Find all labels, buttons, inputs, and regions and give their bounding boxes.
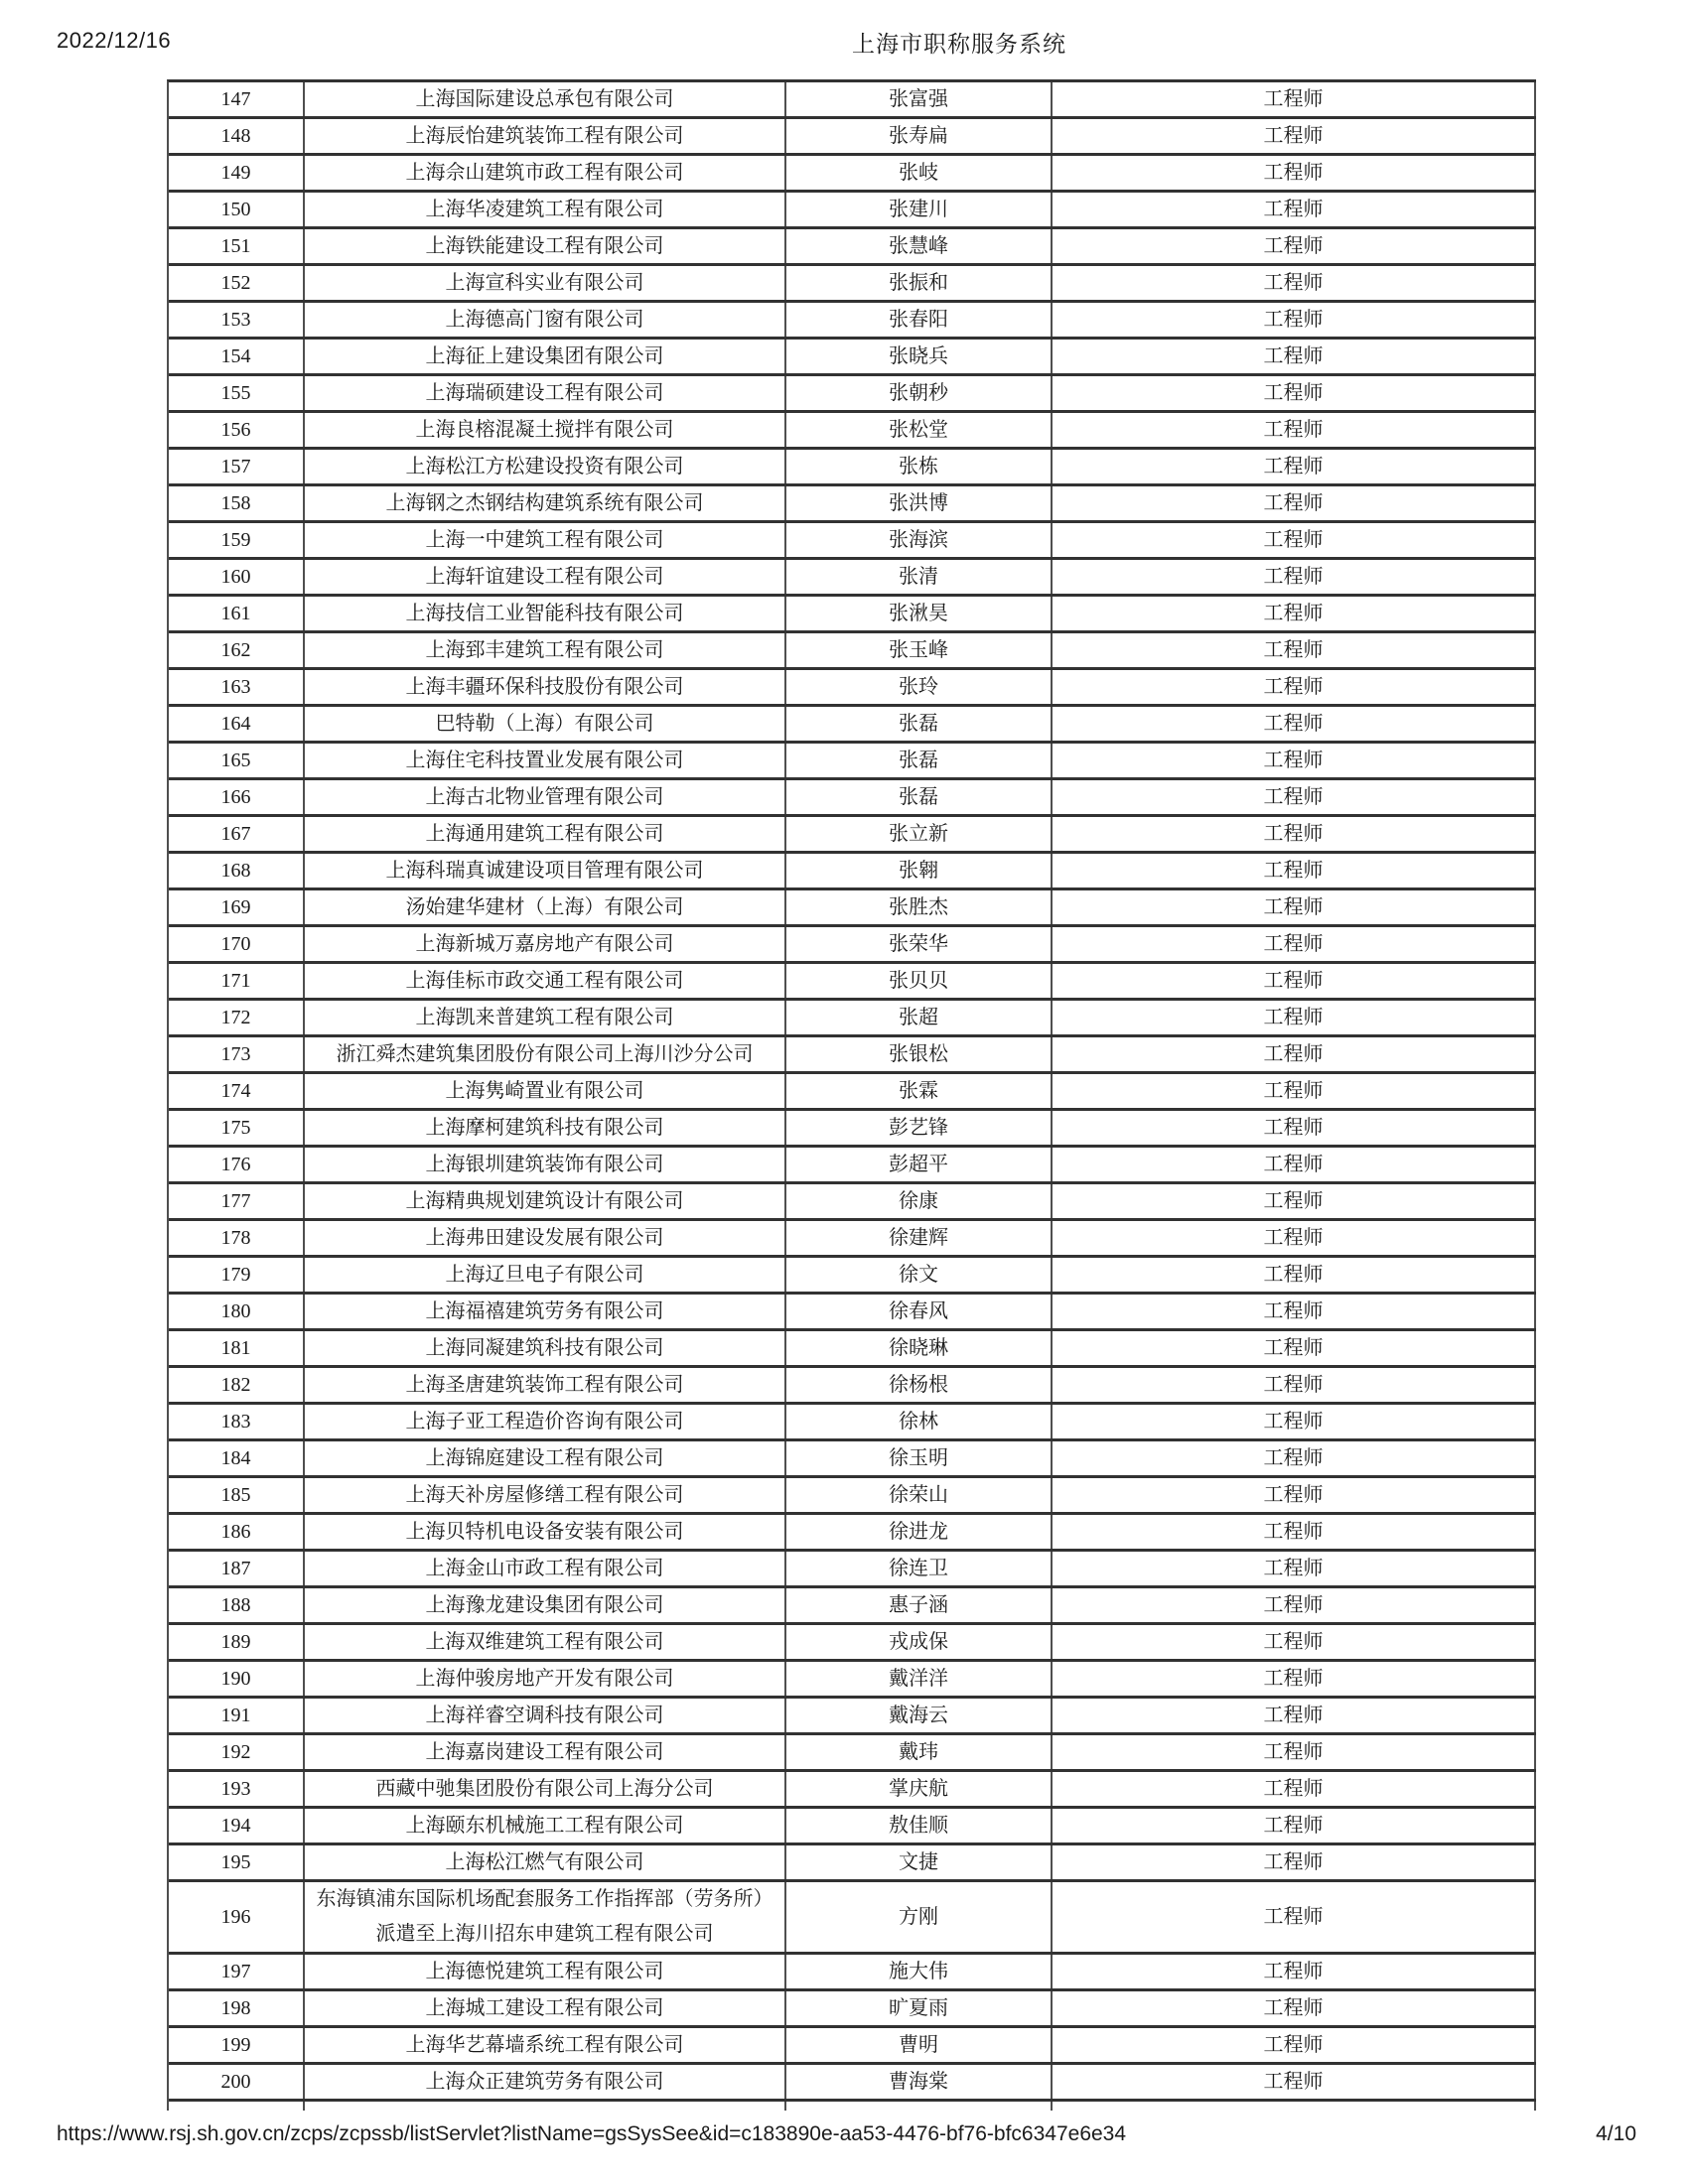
job-title-cell: 工程师 [1053, 1552, 1536, 1585]
table-row [169, 450, 1536, 486]
row-number-cell: 192 [169, 1735, 305, 1769]
row-number-cell: 184 [169, 1441, 305, 1475]
job-title-cell: 工程师 [1053, 1515, 1536, 1549]
person-name-cell: 彭艺锋 [786, 1111, 1053, 1145]
table-row [169, 1148, 1536, 1184]
company-cell: 上海隽崎置业有限公司 [305, 1074, 786, 1108]
row-number-cell: 178 [169, 1221, 305, 1255]
person-name-cell: 方刚 [786, 1882, 1053, 1952]
table-row [169, 670, 1536, 707]
table-row [169, 1368, 1536, 1405]
job-title-cell: 工程师 [1053, 193, 1536, 226]
job-title-cell: 工程师 [1053, 890, 1536, 924]
row-number-cell: 167 [169, 817, 305, 851]
row-number-cell: 158 [169, 486, 305, 520]
company-cell: 上海同凝建筑科技有限公司 [305, 1331, 786, 1365]
company-cell: 上海颐东机械施工工程有限公司 [305, 1809, 786, 1843]
person-name-cell: 徐进龙 [786, 1515, 1053, 1549]
job-title-cell: 工程师 [1053, 1074, 1536, 1108]
job-title-cell: 工程师 [1053, 597, 1536, 630]
company-cell: 上海天补房屋修缮工程有限公司 [305, 1478, 786, 1512]
table-row [169, 1258, 1536, 1295]
company-cell: 上海佳标市政交通工程有限公司 [305, 964, 786, 998]
job-title-cell: 工程师 [1053, 927, 1536, 961]
person-name-cell: 徐玉明 [786, 1441, 1053, 1475]
table-row [169, 486, 1536, 523]
person-name-cell: 徐春风 [786, 1295, 1053, 1328]
row-number-cell: 149 [169, 156, 305, 190]
table-row [169, 1331, 1536, 1368]
table-row [169, 1405, 1536, 1441]
row-number-cell: 164 [169, 707, 305, 741]
job-title-cell: 工程师 [1053, 1295, 1536, 1328]
row-number-cell: 156 [169, 413, 305, 447]
job-title-cell: 工程师 [1053, 1221, 1536, 1255]
cutoff-table-row [169, 2102, 1536, 2111]
person-name-cell: 张立新 [786, 817, 1053, 851]
row-number-cell: 179 [169, 1258, 305, 1292]
table-row [169, 1991, 1536, 2028]
company-cell: 上海轩谊建设工程有限公司 [305, 560, 786, 594]
job-title-cell: 工程师 [1053, 303, 1536, 337]
page-number: 4/10 [1596, 2122, 1636, 2145]
row-number-cell: 147 [169, 82, 305, 116]
table-row [169, 523, 1536, 560]
row-number-cell: 163 [169, 670, 305, 704]
table-row [169, 1515, 1536, 1552]
company-cell: 上海华凌建筑工程有限公司 [305, 193, 786, 226]
person-name-cell: 徐杨根 [786, 1368, 1053, 1402]
table-row [169, 817, 1536, 854]
company-cell: 上海辰怡建筑装饰工程有限公司 [305, 119, 786, 153]
person-name-cell: 张晓兵 [786, 340, 1053, 373]
job-title-cell: 工程师 [1053, 854, 1536, 887]
row-number-cell: 195 [169, 1845, 305, 1879]
row-number-cell: 162 [169, 633, 305, 667]
table-row [169, 1184, 1536, 1221]
job-title-cell: 工程师 [1053, 82, 1536, 116]
table-row [169, 1809, 1536, 1845]
company-cell [305, 1882, 786, 1952]
row-number-cell: 180 [169, 1295, 305, 1328]
job-title-cell: 工程师 [1053, 1991, 1536, 2025]
job-title-cell: 工程师 [1053, 450, 1536, 483]
table-row [169, 597, 1536, 633]
person-name-cell: 旷夏雨 [786, 1991, 1053, 2025]
company-cell: 上海征上建设集团有限公司 [305, 340, 786, 373]
row-number-cell: 199 [169, 2028, 305, 2062]
company-cell: 上海郅丰建筑工程有限公司 [305, 633, 786, 667]
row-number-cell: 197 [169, 1955, 305, 1988]
job-title-cell: 工程师 [1053, 707, 1536, 741]
person-name-cell: 戎成保 [786, 1625, 1053, 1659]
company-cell: 上海辽旦电子有限公司 [305, 1258, 786, 1292]
document-title: 上海市职称服务系统 [852, 32, 1066, 57]
company-cell: 上海银圳建筑装饰有限公司 [305, 1148, 786, 1181]
job-title-cell: 工程师 [1053, 633, 1536, 667]
row-number-cell: 185 [169, 1478, 305, 1512]
company-cell: 上海古北物业管理有限公司 [305, 780, 786, 814]
company-cell: 汤始建华建材（上海）有限公司 [305, 890, 786, 924]
footer-url: https://www.rsj.sh.gov.cn/zcps/zcpssb/listServlet?listName=gsSysSee&id=c183890e-aa53-4476-bf76-bfc6347e6e34 [57, 2122, 1127, 2145]
job-title-cell: 工程师 [1053, 1148, 1536, 1181]
company-cell: 上海弗田建设发展有限公司 [305, 1221, 786, 1255]
job-title-cell: 工程师 [1053, 1037, 1536, 1071]
company-cell: 上海摩柯建筑科技有限公司 [305, 1111, 786, 1145]
person-name-cell: 曹明 [786, 2028, 1053, 2062]
table-row [169, 1735, 1536, 1772]
table-row [169, 1772, 1536, 1809]
row-number-cell: 187 [169, 1552, 305, 1585]
company-cell: 上海一中建筑工程有限公司 [305, 523, 786, 557]
person-name-cell: 张慧峰 [786, 229, 1053, 263]
company-cell: 上海住宅科技置业发展有限公司 [305, 744, 786, 777]
table-row [169, 376, 1536, 413]
company-cell: 上海金山市政工程有限公司 [305, 1552, 786, 1585]
row-number-cell: 168 [169, 854, 305, 887]
row-number-cell: 153 [169, 303, 305, 337]
company-cell: 上海铁能建设工程有限公司 [305, 229, 786, 263]
row-number-cell: 189 [169, 1625, 305, 1659]
job-title-cell [1053, 2102, 1536, 2111]
job-title-cell: 工程师 [1053, 2065, 1536, 2099]
row-number-cell: 181 [169, 1331, 305, 1365]
job-title-cell: 工程师 [1053, 560, 1536, 594]
table-row [169, 1625, 1536, 1662]
job-title-cell: 工程师 [1053, 964, 1536, 998]
row-number-cell: 186 [169, 1515, 305, 1549]
table-row [169, 1699, 1536, 1735]
job-title-cell: 工程师 [1053, 1001, 1536, 1034]
table-row [169, 854, 1536, 890]
company-cell: 上海松江燃气有限公司 [305, 1845, 786, 1879]
company-cell: 上海嘉岗建设工程有限公司 [305, 1735, 786, 1769]
company-cell: 上海国际建设总承包有限公司 [305, 82, 786, 116]
row-number-cell: 160 [169, 560, 305, 594]
company-cell: 上海瑞硕建设工程有限公司 [305, 376, 786, 410]
row-number-cell: 196 [169, 1882, 305, 1952]
company-cell: 上海祥睿空调科技有限公司 [305, 1699, 786, 1732]
person-name-cell: 敖佳顺 [786, 1809, 1053, 1843]
row-number-cell: 175 [169, 1111, 305, 1145]
person-name-cell: 张岐 [786, 156, 1053, 190]
person-name-cell: 张磊 [786, 744, 1053, 777]
table-row [169, 1001, 1536, 1037]
table-row [169, 1845, 1536, 1882]
person-name-cell: 曹海棠 [786, 2065, 1053, 2099]
company-cell: 上海技信工业智能科技有限公司 [305, 597, 786, 630]
row-number-cell: 173 [169, 1037, 305, 1071]
company-cell: 上海子亚工程造价咨询有限公司 [305, 1405, 786, 1438]
table-row [169, 1074, 1536, 1111]
table-row [169, 1662, 1536, 1699]
company-cell: 上海德高门窗有限公司 [305, 303, 786, 337]
job-title-cell: 工程师 [1053, 1258, 1536, 1292]
row-number-cell: 165 [169, 744, 305, 777]
job-title-cell: 工程师 [1053, 1735, 1536, 1769]
job-title-cell: 工程师 [1053, 780, 1536, 814]
person-name-cell [786, 2102, 1053, 2111]
job-title-cell: 工程师 [1053, 1662, 1536, 1696]
table-row [169, 156, 1536, 193]
row-number-cell: 200 [169, 2065, 305, 2099]
table-row [169, 1588, 1536, 1625]
table-row [169, 560, 1536, 597]
person-name-cell: 徐文 [786, 1258, 1053, 1292]
company-cell: 上海双维建筑工程有限公司 [305, 1625, 786, 1659]
person-name-cell: 张玲 [786, 670, 1053, 704]
row-number-cell: 183 [169, 1405, 305, 1438]
table-rows [169, 82, 1536, 2102]
person-name-cell: 张松堂 [786, 413, 1053, 447]
company-cell: 上海贝特机电设备安装有限公司 [305, 1515, 786, 1549]
person-name-cell: 徐建辉 [786, 1221, 1053, 1255]
row-number-cell: 155 [169, 376, 305, 410]
table-row [169, 744, 1536, 780]
row-number-cell: 191 [169, 1699, 305, 1732]
table-row [169, 1441, 1536, 1478]
job-title-cell: 工程师 [1053, 413, 1536, 447]
person-name-cell: 张霖 [786, 1074, 1053, 1108]
row-number-cell: 157 [169, 450, 305, 483]
table-row [169, 2028, 1536, 2065]
row-number-cell: 161 [169, 597, 305, 630]
company-cell: 上海钢之杰钢结构建筑系统有限公司 [305, 486, 786, 520]
person-name-cell: 张建川 [786, 193, 1053, 226]
company-line: 派遣至上海川招东申建筑工程有限公司 [375, 1923, 714, 1945]
table-row [169, 1221, 1536, 1258]
table-row [169, 1111, 1536, 1148]
person-name-cell: 施大伟 [786, 1955, 1053, 1988]
job-title-cell: 工程师 [1053, 2028, 1536, 2062]
row-number-cell: 166 [169, 780, 305, 814]
table-row [169, 266, 1536, 303]
job-title-cell: 工程师 [1053, 1588, 1536, 1622]
person-name-cell: 张超 [786, 1001, 1053, 1034]
person-name-cell: 张振和 [786, 266, 1053, 300]
company-cell: 上海众正建筑劳务有限公司 [305, 2065, 786, 2099]
titles-table [167, 79, 1536, 2111]
row-number-cell: 151 [169, 229, 305, 263]
company-line: 东海镇浦东国际机场配套服务工作指挥部（劳务所） [316, 1888, 774, 1910]
table-row [169, 119, 1536, 156]
company-cell: 巴特勒（上海）有限公司 [305, 707, 786, 741]
row-number-cell: 154 [169, 340, 305, 373]
row-number-cell: 170 [169, 927, 305, 961]
job-title-cell: 工程师 [1053, 1699, 1536, 1732]
person-name-cell: 张玉峰 [786, 633, 1053, 667]
table-row [169, 1882, 1536, 1955]
table-row [169, 1552, 1536, 1588]
company-cell: 上海精典规划建筑设计有限公司 [305, 1184, 786, 1218]
table-row [169, 303, 1536, 340]
person-name-cell: 张荣华 [786, 927, 1053, 961]
company-cell: 上海宣科实业有限公司 [305, 266, 786, 300]
table-row [169, 1037, 1536, 1074]
company-cell: 上海锦庭建设工程有限公司 [305, 1441, 786, 1475]
table-row [169, 1295, 1536, 1331]
company-cell: 上海仲骏房地产开发有限公司 [305, 1662, 786, 1696]
row-number-cell [169, 2102, 305, 2111]
job-title-cell: 工程师 [1053, 1331, 1536, 1365]
row-number-cell: 152 [169, 266, 305, 300]
print-date: 2022/12/16 [57, 28, 172, 53]
job-title-cell: 工程师 [1053, 1478, 1536, 1512]
job-title-cell: 工程师 [1053, 119, 1536, 153]
company-cell: 上海德悦建筑工程有限公司 [305, 1955, 786, 1988]
table-row [169, 1478, 1536, 1515]
company-cell: 上海华艺幕墙系统工程有限公司 [305, 2028, 786, 2062]
row-number-cell: 176 [169, 1148, 305, 1181]
person-name-cell: 掌庆航 [786, 1772, 1053, 1806]
person-name-cell: 徐康 [786, 1184, 1053, 1218]
company-cell: 西藏中驰集团股份有限公司上海分公司 [305, 1772, 786, 1806]
row-number-cell: 188 [169, 1588, 305, 1622]
row-number-cell: 194 [169, 1809, 305, 1843]
table-row [169, 2065, 1536, 2102]
job-title-cell: 工程师 [1053, 1184, 1536, 1218]
table-row [169, 964, 1536, 1001]
person-name-cell: 张磊 [786, 707, 1053, 741]
company-cell: 上海丰疆环保科技股份有限公司 [305, 670, 786, 704]
person-name-cell: 张银松 [786, 1037, 1053, 1071]
job-title-cell: 工程师 [1053, 1809, 1536, 1843]
table-row [169, 413, 1536, 450]
job-title-cell: 工程师 [1053, 1368, 1536, 1402]
job-title-cell: 工程师 [1053, 340, 1536, 373]
person-name-cell: 戴玮 [786, 1735, 1053, 1769]
job-title-cell: 工程师 [1053, 1955, 1536, 1988]
company-cell: 上海凯来普建筑工程有限公司 [305, 1001, 786, 1034]
job-title-cell: 工程师 [1053, 1772, 1536, 1806]
person-name-cell: 徐荣山 [786, 1478, 1053, 1512]
company-cell: 上海佘山建筑市政工程有限公司 [305, 156, 786, 190]
person-name-cell: 惠子涵 [786, 1588, 1053, 1622]
job-title-cell: 工程师 [1053, 1441, 1536, 1475]
company-cell: 上海松江方松建设投资有限公司 [305, 450, 786, 483]
row-number-cell: 171 [169, 964, 305, 998]
person-name-cell: 徐林 [786, 1405, 1053, 1438]
table-row [169, 340, 1536, 376]
job-title-cell: 工程师 [1053, 1845, 1536, 1879]
company-cell: 上海豫龙建设集团有限公司 [305, 1588, 786, 1622]
row-number-cell: 174 [169, 1074, 305, 1108]
company-cell: 上海福禧建筑劳务有限公司 [305, 1295, 786, 1328]
person-name-cell: 张朝秒 [786, 376, 1053, 410]
person-name-cell: 张贝贝 [786, 964, 1053, 998]
row-number-cell: 193 [169, 1772, 305, 1806]
person-name-cell: 张胜杰 [786, 890, 1053, 924]
person-name-cell: 戴洋洋 [786, 1662, 1053, 1696]
person-name-cell: 张磊 [786, 780, 1053, 814]
row-number-cell: 190 [169, 1662, 305, 1696]
job-title-cell: 工程师 [1053, 486, 1536, 520]
table-row [169, 229, 1536, 266]
person-name-cell: 文捷 [786, 1845, 1053, 1879]
company-cell: 浙江舜杰建筑集团股份有限公司上海川沙分公司 [305, 1037, 786, 1071]
company-cell: 上海新城万嘉房地产有限公司 [305, 927, 786, 961]
row-number-cell: 159 [169, 523, 305, 557]
person-name-cell: 戴海云 [786, 1699, 1053, 1732]
table-row [169, 193, 1536, 229]
row-number-cell: 182 [169, 1368, 305, 1402]
row-number-cell: 148 [169, 119, 305, 153]
person-name-cell: 张海滨 [786, 523, 1053, 557]
company-cell: 上海圣唐建筑装饰工程有限公司 [305, 1368, 786, 1402]
company-cell: 上海通用建筑工程有限公司 [305, 817, 786, 851]
table-row [169, 927, 1536, 964]
person-name-cell: 徐晓琳 [786, 1331, 1053, 1365]
job-title-cell: 工程师 [1053, 817, 1536, 851]
row-number-cell: 198 [169, 1991, 305, 2025]
job-title-cell: 工程师 [1053, 744, 1536, 777]
table-row [169, 82, 1536, 119]
person-name-cell: 张富强 [786, 82, 1053, 116]
company-cell: 上海良榕混凝土搅拌有限公司 [305, 413, 786, 447]
row-number-cell: 150 [169, 193, 305, 226]
person-name-cell: 张翱 [786, 854, 1053, 887]
row-number-cell: 169 [169, 890, 305, 924]
person-name-cell: 张寿扁 [786, 119, 1053, 153]
person-name-cell: 徐连卫 [786, 1552, 1053, 1585]
table-row [169, 890, 1536, 927]
person-name-cell: 张春阳 [786, 303, 1053, 337]
job-title-cell: 工程师 [1053, 1405, 1536, 1438]
job-title-cell: 工程师 [1053, 376, 1536, 410]
company-cell [305, 2102, 786, 2111]
job-title-cell: 工程师 [1053, 523, 1536, 557]
job-title-cell: 工程师 [1053, 1625, 1536, 1659]
person-name-cell: 张洪博 [786, 486, 1053, 520]
job-title-cell: 工程师 [1053, 1111, 1536, 1145]
job-title-cell: 工程师 [1053, 156, 1536, 190]
row-number-cell: 172 [169, 1001, 305, 1034]
company-cell: 上海城工建设工程有限公司 [305, 1991, 786, 2025]
table-row [169, 780, 1536, 817]
company-cell: 上海科瑞真诚建设项目管理有限公司 [305, 854, 786, 887]
person-name-cell: 张栋 [786, 450, 1053, 483]
job-title-cell: 工程师 [1053, 1882, 1536, 1952]
job-title-cell: 工程师 [1053, 670, 1536, 704]
table-row [169, 1955, 1536, 1991]
table-row [169, 633, 1536, 670]
person-name-cell: 彭超平 [786, 1148, 1053, 1181]
row-number-cell: 177 [169, 1184, 305, 1218]
table-row [169, 707, 1536, 744]
job-title-cell: 工程师 [1053, 266, 1536, 300]
person-name-cell: 张清 [786, 560, 1053, 594]
job-title-cell: 工程师 [1053, 229, 1536, 263]
person-name-cell: 张湫昊 [786, 597, 1053, 630]
